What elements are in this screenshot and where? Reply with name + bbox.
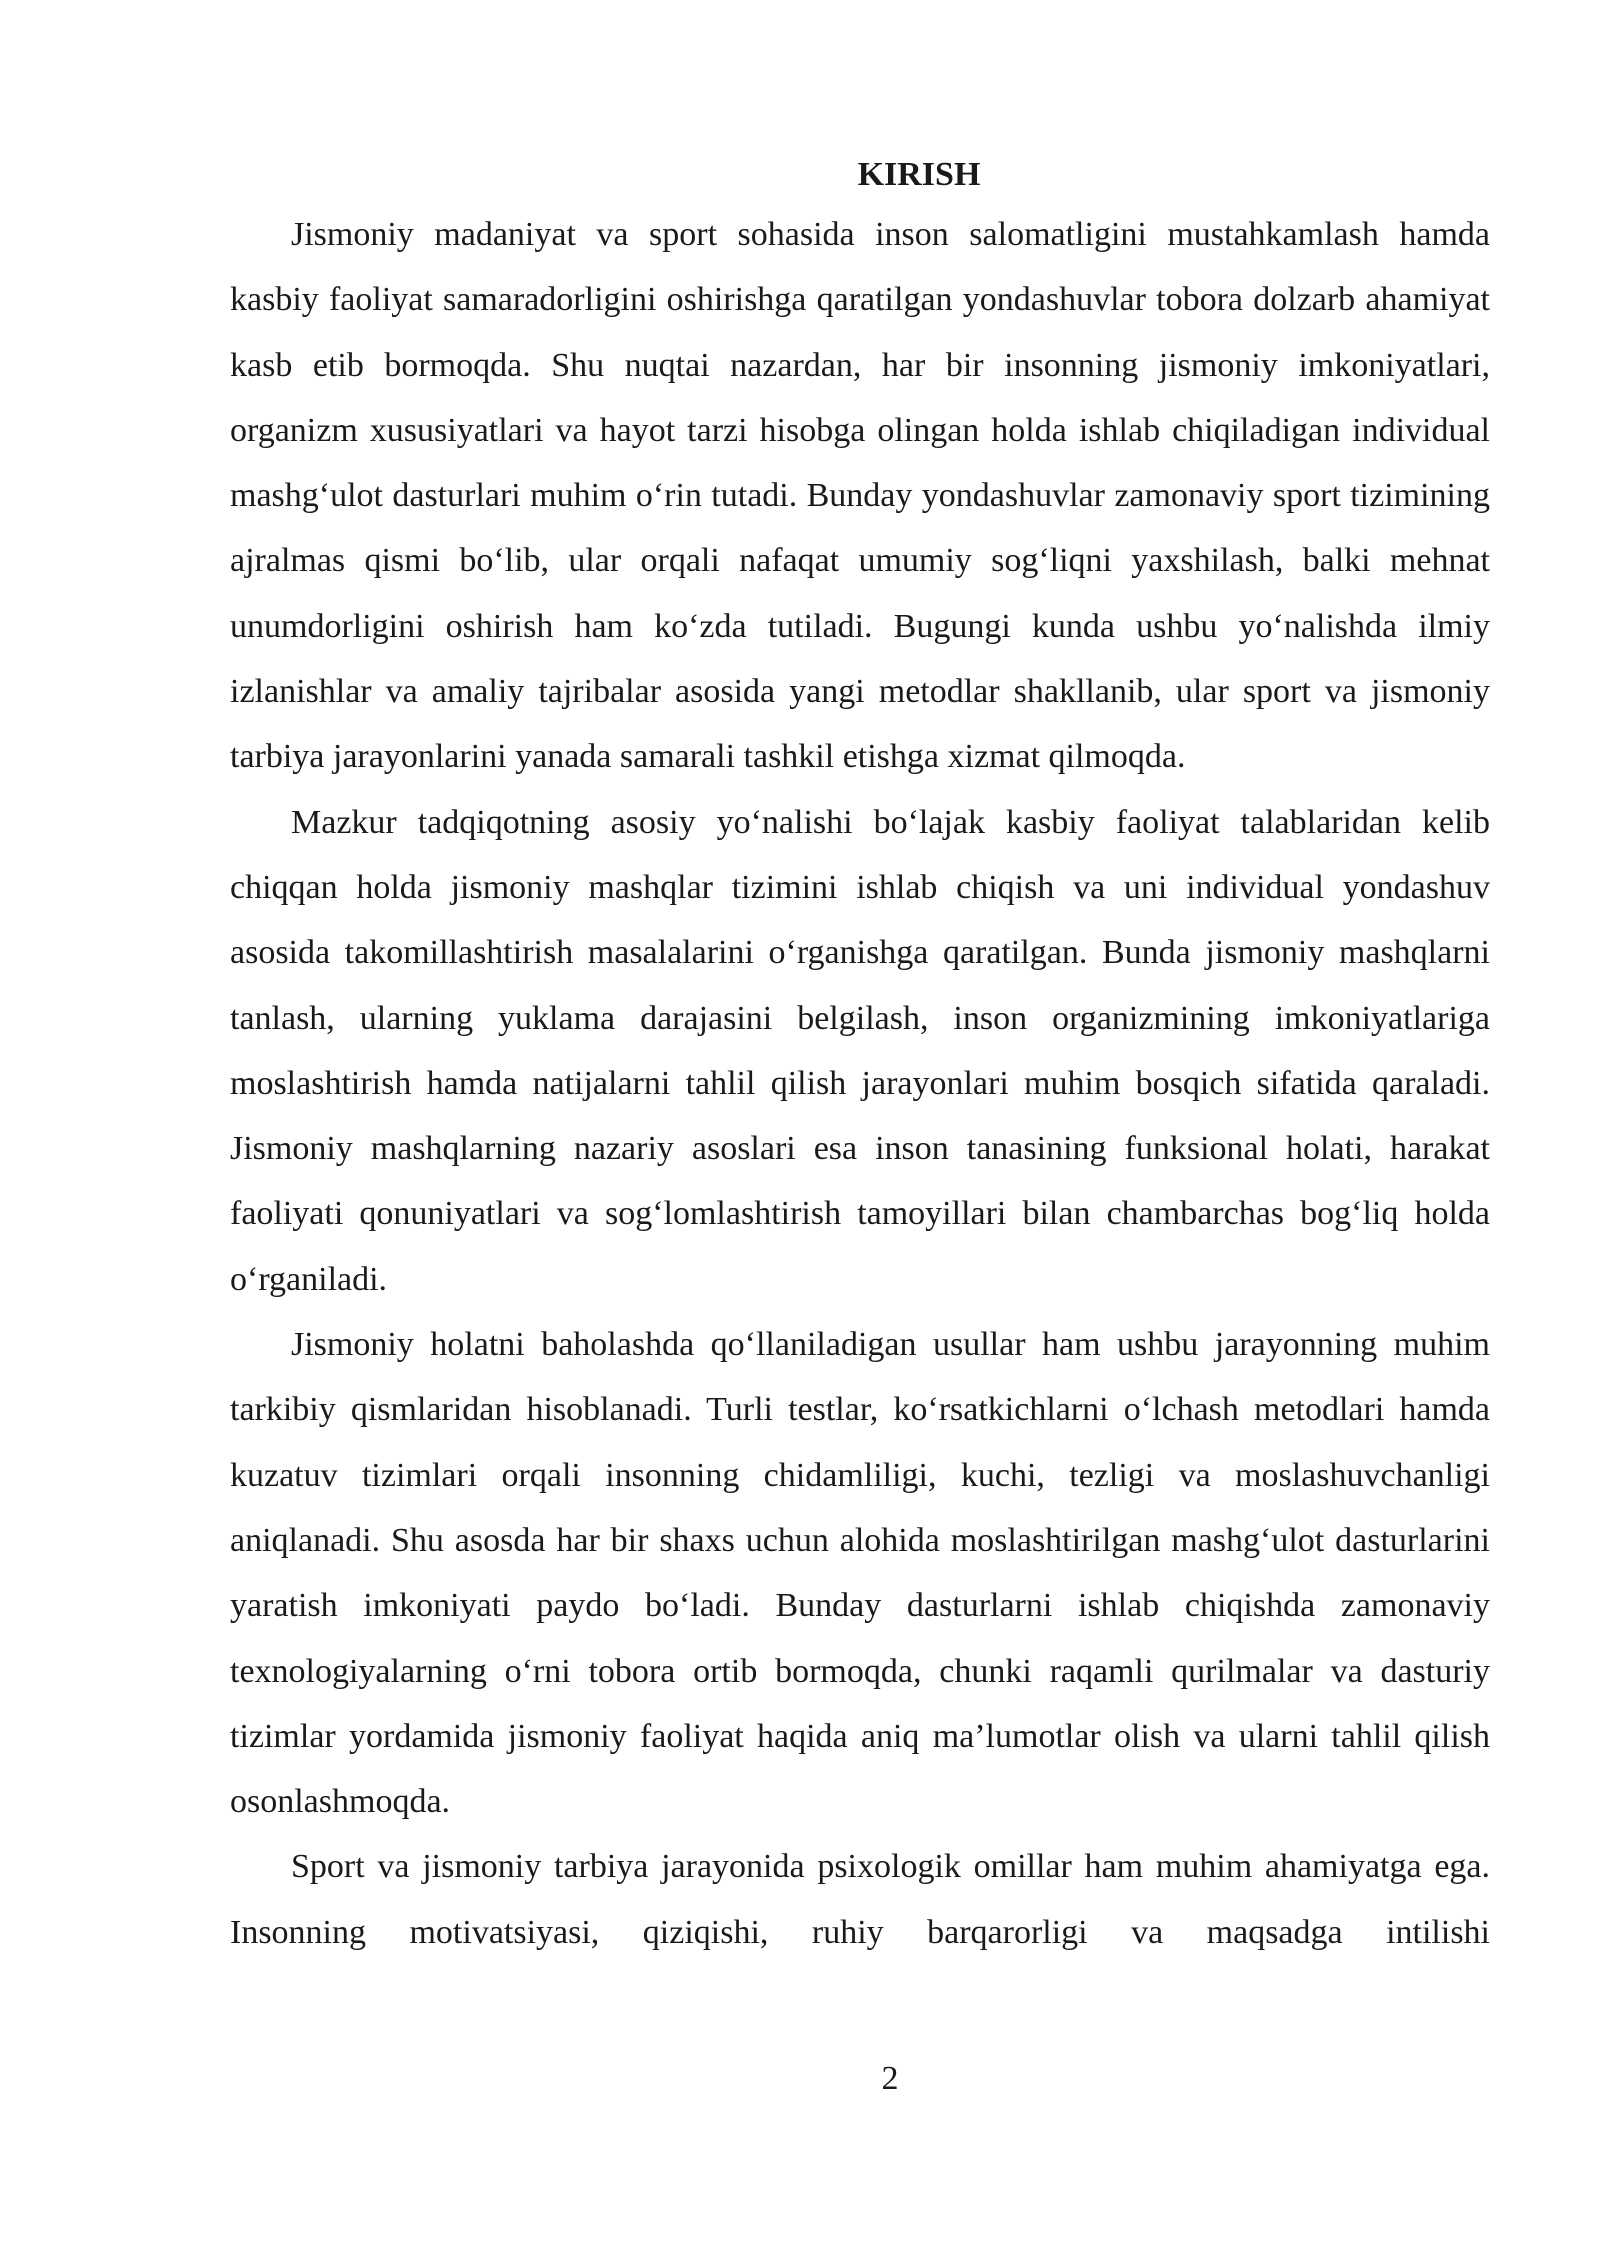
paragraph-3: Jismoniy holatni baholashda qo‘llaniladigan usullar ham ushbu jarayonning muhim tarkibiy qismlaridan hisoblanadi. Turli testlar, ko‘rsatkichlarni o‘lchash metodlari hamda kuzatuv tizimlari orqali insonning chidamliligi, kuchi, tezligi va moslashuvchanligi aniqlanadi. Shu asosda har bir shaxs uchun alohida moslashtirilgan mashg‘ulot dasturlarini yaratish imkoniyati paydo bo‘ladi. Bunday dasturlarni ishlab chiqishda zamonaviy texnologiyalarning o‘rni tobora ortib bormoqda, chunki raqamli qurilmalar va dasturiy tizimlar yordamida jismoniy faoliyat haqida aniq ma’lumotlar olish va ularni tahlil qilish osonlashmoqda.	[230, 1326, 1490, 1821]
document-body	[230, 148, 1490, 1965]
paragraph-2: Mazkur tadqiqotning asosiy yo‘nalishi bo‘lajak kasbiy faoliyat talablaridan kelib chiqqan holda jismoniy mashqlar tizimini ishlab chiqish va uni individual yondashuv asosida takomillashtirish masalalarini o‘rganishga qaratilgan. Bunda jismoniy mashqlarni tanlash, ularning yuklama darajasini belgilash, inson organizmining imkoniyatlariga moslashtirish hamda natijalarni tahlil qilish jarayonlari muhim bosqich sifatida qaraladi. Jismoniy mashqlarning nazariy asoslari esa inson tanasining funksional holati, harakat faoliyati qonuniyatlari va sog‘lomlashtirish tamoyillari bilan chambarchas bog‘liq holda o‘rganiladi.	[230, 803, 1490, 1298]
paragraph-4: Sport va jismoniy tarbiya jarayonida psixologik omillar ham muhim ahamiyatga ega. Insonning motivatsiyasi, qiziqishi, ruhiy barqarorligi va maqsadga intilishi	[230, 1848, 1490, 1951]
section-heading: KIRISH	[857, 156, 981, 193]
page-number: 2	[881, 2060, 899, 2097]
paragraph-1: Jismoniy madaniyat va sport sohasida inson salomatligini mustahkamlash hamda kasbiy faoliyat samaradorligini oshirishga qaratilgan yondashuvlar tobora dolzarb ahamiyat kasb etib bormoqda. Shu nuqtai nazardan, har bir insonning jismoniy imkoniyatlari, organizm xususiyatlari va hayot tarzi hisobga olingan holda ishlab chiqiladigan individual mashg‘ulot dasturlari muhim o‘rin tutadi. Bunday yondashuvlar zamonaviy sport tizimining ajralmas qismi bo‘lib, ular orqali nafaqat umumiy sog‘liqni yaxshilash, balki mehnat unumdorligini oshirish ham ko‘zda tutiladi. Bugungi kunda ushbu yo‘nalishda ilmiy izlanishlar va amaliy tajribalar asosida yangi metodlar shakllanib, ular sport va jismoniy tarbiya jarayonlarini yanada samarali tashkil etishga xizmat qilmoqda.	[230, 216, 1490, 776]
